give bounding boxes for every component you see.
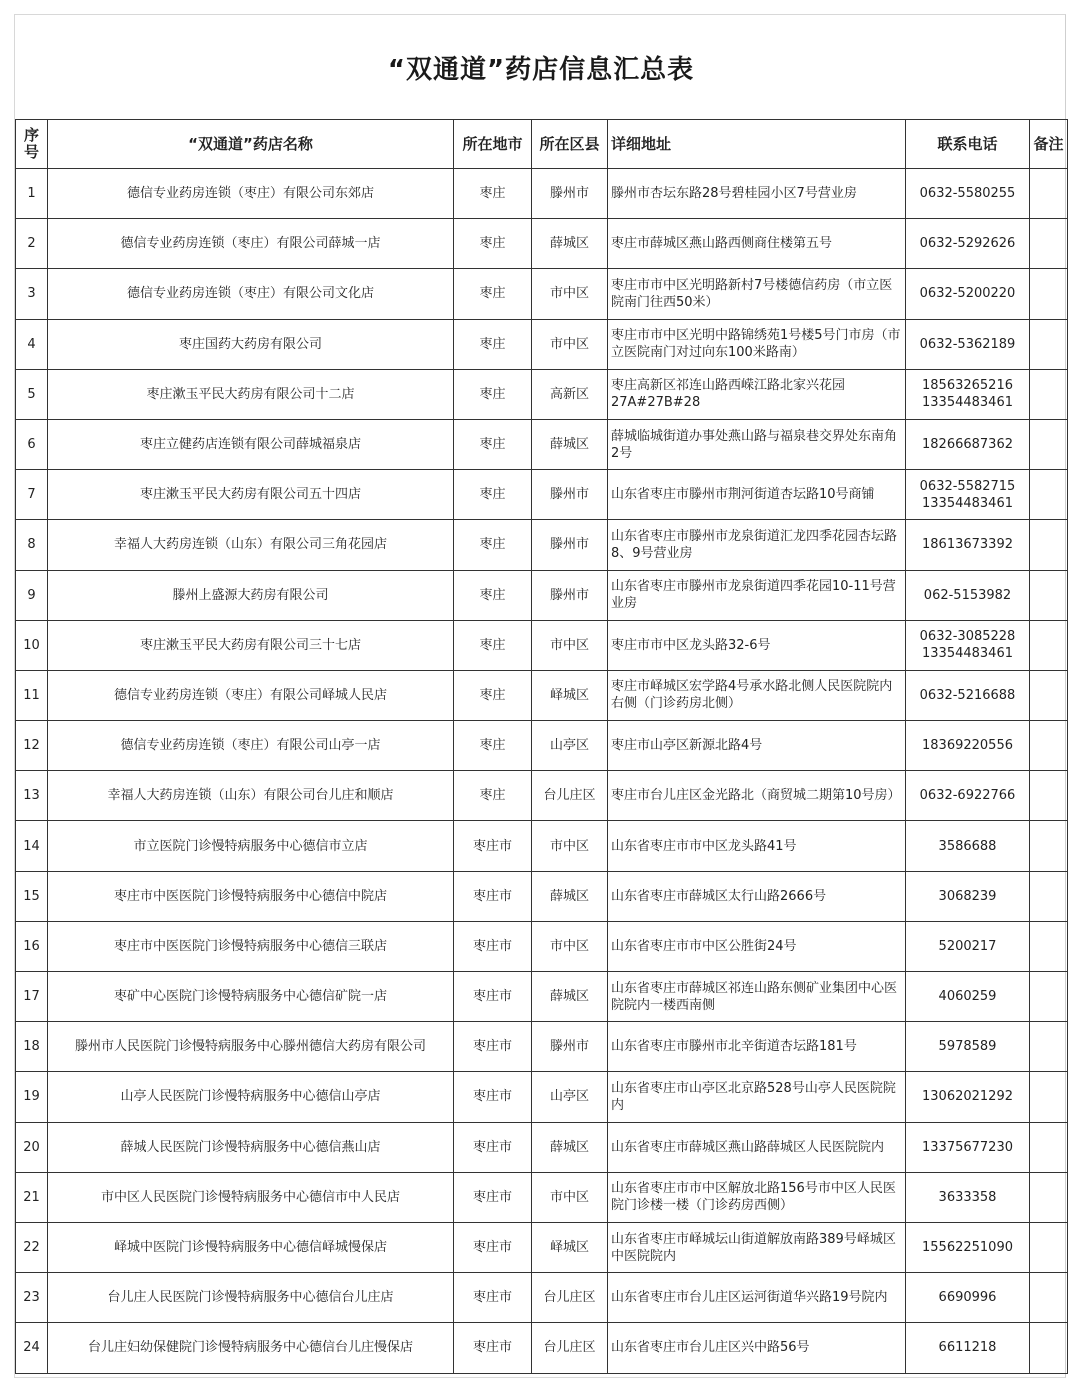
cell-address: 山东省枣庄市市中区公胜街24号 xyxy=(608,921,906,971)
cell-address: 山东省枣庄市薛城区燕山路薛城区人民医院院内 xyxy=(608,1122,906,1172)
cell-remark xyxy=(1030,1022,1068,1072)
cell-address: 山东省枣庄市薛城区祁连山路东侧矿业集团中心医院院内一楼西南侧 xyxy=(608,972,906,1022)
cell-remark xyxy=(1030,520,1068,570)
cell-address: 枣庄市薛城区燕山路西侧商住楼第五号 xyxy=(608,219,906,269)
table-row xyxy=(16,369,1068,419)
table-row xyxy=(16,470,1068,520)
cell-pharmacy-name: 滕州上盛源大药房有限公司 xyxy=(48,570,454,620)
cell-district: 市中区 xyxy=(532,319,608,369)
cell-phone xyxy=(906,470,1030,520)
cell-seq: 13 xyxy=(16,771,48,821)
cell-address: 山东省枣庄市滕州市龙泉街道四季花园10-11号营业房 xyxy=(608,570,906,620)
cell-address: 山东省枣庄市市中区解放北路156号市中区人民医院门诊楼一楼（门诊药房西侧） xyxy=(608,1172,906,1222)
cell-district: 峄城区 xyxy=(532,1222,608,1272)
table-body xyxy=(16,169,1068,1374)
cell-seq: 18 xyxy=(16,1022,48,1072)
phone-number-secondary: 13354483461 xyxy=(922,395,1013,411)
cell-seq: 24 xyxy=(16,1323,48,1373)
cell-city: 枣庄市 xyxy=(454,1172,532,1222)
cell-city: 枣庄 xyxy=(454,771,532,821)
cell-remark xyxy=(1030,771,1068,821)
cell-city: 枣庄 xyxy=(454,169,532,219)
cell-city: 枣庄 xyxy=(454,470,532,520)
phone-number: 0632-5580255 xyxy=(919,186,1016,202)
cell-seq: 6 xyxy=(16,419,48,469)
phone-number: 0632-3085228 xyxy=(919,629,1016,645)
cell-city: 枣庄市 xyxy=(454,821,532,871)
table-row xyxy=(16,972,1068,1022)
cell-remark xyxy=(1030,972,1068,1022)
phone-number: 5978589 xyxy=(938,1039,997,1055)
cell-pharmacy-name: 德信专业药房连锁（枣庄）有限公司山亭一店 xyxy=(48,721,454,771)
table-row xyxy=(16,1323,1068,1373)
cell-district: 市中区 xyxy=(532,269,608,319)
document-sheet xyxy=(14,14,1066,1378)
cell-pharmacy-name: 山亭人民医院门诊慢特病服务中心德信山亭店 xyxy=(48,1072,454,1122)
cell-phone xyxy=(906,1273,1030,1323)
cell-phone xyxy=(906,1172,1030,1222)
cell-district: 薛城区 xyxy=(532,219,608,269)
cell-pharmacy-name: 市中区人民医院门诊慢特病服务中心德信市中人民店 xyxy=(48,1172,454,1222)
cell-district: 市中区 xyxy=(532,821,608,871)
cell-district: 薛城区 xyxy=(532,1122,608,1172)
header-remark: 备注 xyxy=(1030,120,1068,169)
cell-district: 市中区 xyxy=(532,620,608,670)
header-address: 详细地址 xyxy=(608,120,906,169)
cell-seq: 3 xyxy=(16,269,48,319)
phone-number: 4060259 xyxy=(938,989,997,1005)
cell-address: 枣庄高新区祁连山路西嵘江路北家兴花园27A#27B#28 xyxy=(608,369,906,419)
table-row xyxy=(16,269,1068,319)
cell-seq: 11 xyxy=(16,670,48,720)
cell-remark xyxy=(1030,319,1068,369)
table-row xyxy=(16,1072,1068,1122)
phone-number: 18563265216 xyxy=(922,378,1013,394)
cell-seq: 4 xyxy=(16,319,48,369)
phone-number: 3586688 xyxy=(938,838,997,854)
table-row xyxy=(16,319,1068,369)
phone-number: 0632-5292626 xyxy=(919,236,1016,252)
cell-city: 枣庄市 xyxy=(454,1323,532,1373)
cell-remark xyxy=(1030,620,1068,670)
cell-city: 枣庄市 xyxy=(454,1222,532,1272)
cell-address: 山东省枣庄市滕州市北辛街道杏坛路181号 xyxy=(608,1022,906,1072)
cell-address: 山东省枣庄市峄城坛山街道解放南路389号峄城区中医院院内 xyxy=(608,1222,906,1272)
phone-number: 13062021292 xyxy=(922,1089,1013,1105)
cell-remark xyxy=(1030,1222,1068,1272)
cell-phone xyxy=(906,771,1030,821)
cell-phone xyxy=(906,1072,1030,1122)
table-row xyxy=(16,670,1068,720)
cell-phone xyxy=(906,570,1030,620)
cell-city: 枣庄市 xyxy=(454,972,532,1022)
phone-number: 18266687362 xyxy=(922,437,1013,453)
cell-seq: 10 xyxy=(16,620,48,670)
cell-district: 市中区 xyxy=(532,921,608,971)
phone-number: 18613673392 xyxy=(922,537,1013,553)
cell-address: 枣庄市台儿庄区金光路北（商贸城二期第10号房） xyxy=(608,771,906,821)
cell-pharmacy-name: 峄城中医院门诊慢特病服务中心德信峄城慢保店 xyxy=(48,1222,454,1272)
phone-number: 3068239 xyxy=(938,888,997,904)
header-district: 所在区县 xyxy=(532,120,608,169)
table-row xyxy=(16,169,1068,219)
phone-number: 15562251090 xyxy=(922,1240,1013,1256)
cell-remark xyxy=(1030,1072,1068,1122)
cell-seq: 5 xyxy=(16,369,48,419)
cell-seq: 23 xyxy=(16,1273,48,1323)
phone-number: 0632-6922766 xyxy=(919,788,1016,804)
cell-district: 高新区 xyxy=(532,369,608,419)
cell-seq: 15 xyxy=(16,871,48,921)
cell-address: 枣庄市市中区光明中路锦绣苑1号楼5号门市房（市立医院南门对过向东100米路南） xyxy=(608,319,906,369)
cell-seq: 8 xyxy=(16,520,48,570)
cell-remark xyxy=(1030,570,1068,620)
cell-pharmacy-name: 德信专业药房连锁（枣庄）有限公司文化店 xyxy=(48,269,454,319)
cell-pharmacy-name: 滕州市人民医院门诊慢特病服务中心滕州德信大药房有限公司 xyxy=(48,1022,454,1072)
cell-city: 枣庄市 xyxy=(454,1022,532,1072)
cell-address: 枣庄市山亭区新源北路4号 xyxy=(608,721,906,771)
cell-phone xyxy=(906,419,1030,469)
phone-number: 0632-5582715 xyxy=(919,478,1016,494)
cell-city: 枣庄市 xyxy=(454,871,532,921)
cell-city: 枣庄 xyxy=(454,219,532,269)
cell-remark xyxy=(1030,369,1068,419)
cell-district: 薛城区 xyxy=(532,871,608,921)
cell-address: 薛城临城街道办事处燕山路与福泉巷交界处东南角2号 xyxy=(608,419,906,469)
cell-remark xyxy=(1030,470,1068,520)
header-name: “双通道”药店名称 xyxy=(48,120,454,169)
cell-district: 薛城区 xyxy=(532,419,608,469)
cell-pharmacy-name: 市立医院门诊慢特病服务中心德信市立店 xyxy=(48,821,454,871)
cell-city: 枣庄 xyxy=(454,670,532,720)
cell-seq: 21 xyxy=(16,1172,48,1222)
cell-remark xyxy=(1030,921,1068,971)
cell-district: 薛城区 xyxy=(532,972,608,1022)
page-title: “双通道”药店信息汇总表 xyxy=(387,54,695,85)
table-row xyxy=(16,520,1068,570)
cell-address: 山东省枣庄市台儿庄区兴中路56号 xyxy=(608,1323,906,1373)
phone-number: 0632-5216688 xyxy=(919,687,1016,703)
table-row xyxy=(16,1122,1068,1172)
cell-phone xyxy=(906,821,1030,871)
cell-remark xyxy=(1030,169,1068,219)
cell-remark xyxy=(1030,670,1068,720)
cell-address: 山东省枣庄市山亭区北京路528号山亭人民医院院内 xyxy=(608,1072,906,1122)
cell-remark xyxy=(1030,419,1068,469)
cell-city: 枣庄市 xyxy=(454,1072,532,1122)
cell-seq: 14 xyxy=(16,821,48,871)
table-row xyxy=(16,721,1068,771)
cell-city: 枣庄 xyxy=(454,419,532,469)
phone-number: 062-5153982 xyxy=(923,587,1012,603)
cell-seq: 19 xyxy=(16,1072,48,1122)
cell-phone xyxy=(906,620,1030,670)
cell-phone xyxy=(906,972,1030,1022)
cell-pharmacy-name: 薛城人民医院门诊慢特病服务中心德信燕山店 xyxy=(48,1122,454,1172)
cell-phone xyxy=(906,921,1030,971)
header-seq: 序号 xyxy=(16,120,48,169)
cell-remark xyxy=(1030,721,1068,771)
cell-remark xyxy=(1030,871,1068,921)
cell-pharmacy-name: 幸福人大药房连锁（山东）有限公司台儿庄和顺店 xyxy=(48,771,454,821)
table-row xyxy=(16,771,1068,821)
cell-address: 山东省枣庄市薛城区太行山路2666号 xyxy=(608,871,906,921)
cell-pharmacy-name: 台儿庄人民医院门诊慢特病服务中心德信台儿庄店 xyxy=(48,1273,454,1323)
cell-district: 滕州市 xyxy=(532,1022,608,1072)
cell-city: 枣庄市 xyxy=(454,1122,532,1172)
cell-district: 市中区 xyxy=(532,1172,608,1222)
phone-number: 0632-5362189 xyxy=(919,336,1016,352)
cell-pharmacy-name: 枣庄国药大药房有限公司 xyxy=(48,319,454,369)
table-row xyxy=(16,570,1068,620)
cell-remark xyxy=(1030,219,1068,269)
cell-seq: 16 xyxy=(16,921,48,971)
table-row xyxy=(16,620,1068,670)
cell-pharmacy-name: 枣矿中心医院门诊慢特病服务中心德信矿院一店 xyxy=(48,972,454,1022)
table-row xyxy=(16,1022,1068,1072)
phone-number-secondary: 13354483461 xyxy=(922,495,1013,511)
phone-number: 3633358 xyxy=(938,1189,997,1205)
cell-pharmacy-name: 枣庄市中医医院门诊慢特病服务中心德信中院店 xyxy=(48,871,454,921)
pharmacy-table xyxy=(15,119,1068,1374)
cell-phone xyxy=(906,871,1030,921)
cell-phone xyxy=(906,1022,1030,1072)
cell-district: 滕州市 xyxy=(532,470,608,520)
cell-address: 滕州市杏坛东路28号碧桂园小区7号营业房 xyxy=(608,169,906,219)
cell-pharmacy-name: 德信专业药房连锁（枣庄）有限公司东郊店 xyxy=(48,169,454,219)
header-phone: 联系电话 xyxy=(906,120,1030,169)
cell-city: 枣庄 xyxy=(454,620,532,670)
cell-address: 山东省枣庄市滕州市龙泉街道汇龙四季花园杏坛路8、9号营业房 xyxy=(608,520,906,570)
cell-pharmacy-name: 枣庄漱玉平民大药房有限公司三十七店 xyxy=(48,620,454,670)
cell-city: 枣庄 xyxy=(454,570,532,620)
cell-pharmacy-name: 台儿庄妇幼保健院门诊慢特病服务中心德信台儿庄慢保店 xyxy=(48,1323,454,1373)
cell-pharmacy-name: 德信专业药房连锁（枣庄）有限公司峄城人民店 xyxy=(48,670,454,720)
cell-phone xyxy=(906,169,1030,219)
cell-remark xyxy=(1030,1323,1068,1373)
cell-seq: 9 xyxy=(16,570,48,620)
table-row xyxy=(16,1222,1068,1272)
phone-number-secondary: 13354483461 xyxy=(922,646,1013,662)
cell-seq: 2 xyxy=(16,219,48,269)
cell-address: 枣庄市市中区龙头路32-6号 xyxy=(608,620,906,670)
cell-district: 滕州市 xyxy=(532,520,608,570)
cell-seq: 1 xyxy=(16,169,48,219)
cell-seq: 12 xyxy=(16,721,48,771)
cell-city: 枣庄 xyxy=(454,721,532,771)
cell-seq: 22 xyxy=(16,1222,48,1272)
cell-phone xyxy=(906,369,1030,419)
cell-city: 枣庄 xyxy=(454,369,532,419)
table-row xyxy=(16,1273,1068,1323)
cell-phone xyxy=(906,670,1030,720)
cell-city: 枣庄 xyxy=(454,520,532,570)
cell-district: 滕州市 xyxy=(532,570,608,620)
cell-phone xyxy=(906,219,1030,269)
cell-pharmacy-name: 枣庄漱玉平民大药房有限公司十二店 xyxy=(48,369,454,419)
cell-pharmacy-name: 德信专业药房连锁（枣庄）有限公司薛城一店 xyxy=(48,219,454,269)
cell-district: 台儿庄区 xyxy=(532,771,608,821)
cell-pharmacy-name: 枣庄立健药店连锁有限公司薛城福泉店 xyxy=(48,419,454,469)
table-row xyxy=(16,419,1068,469)
cell-address: 山东省枣庄市台儿庄区运河街道华兴路19号院内 xyxy=(608,1273,906,1323)
phone-number: 0632-5200220 xyxy=(919,286,1016,302)
cell-remark xyxy=(1030,1172,1068,1222)
cell-phone xyxy=(906,520,1030,570)
cell-remark xyxy=(1030,269,1068,319)
cell-district: 峄城区 xyxy=(532,670,608,720)
cell-remark xyxy=(1030,1273,1068,1323)
cell-phone xyxy=(906,1122,1030,1172)
cell-city: 枣庄市 xyxy=(454,1273,532,1323)
cell-district: 台儿庄区 xyxy=(532,1273,608,1323)
cell-seq: 7 xyxy=(16,470,48,520)
table-row xyxy=(16,219,1068,269)
cell-district: 山亭区 xyxy=(532,721,608,771)
cell-city: 枣庄市 xyxy=(454,921,532,971)
cell-district: 滕州市 xyxy=(532,169,608,219)
phone-number: 6690996 xyxy=(938,1290,997,1306)
phone-number: 6611218 xyxy=(938,1340,997,1356)
cell-address: 山东省枣庄市滕州市荆河街道杏坛路10号商铺 xyxy=(608,470,906,520)
cell-phone xyxy=(906,269,1030,319)
cell-phone xyxy=(906,319,1030,369)
cell-pharmacy-name: 幸福人大药房连锁（山东）有限公司三角花园店 xyxy=(48,520,454,570)
cell-seq: 20 xyxy=(16,1122,48,1172)
cell-phone xyxy=(906,721,1030,771)
table-row xyxy=(16,921,1068,971)
table-row xyxy=(16,821,1068,871)
cell-phone xyxy=(906,1222,1030,1272)
cell-city: 枣庄 xyxy=(454,319,532,369)
cell-remark xyxy=(1030,821,1068,871)
cell-district: 台儿庄区 xyxy=(532,1323,608,1373)
cell-address: 山东省枣庄市市中区龙头路41号 xyxy=(608,821,906,871)
table-row xyxy=(16,1172,1068,1222)
cell-seq: 17 xyxy=(16,972,48,1022)
phone-number: 5200217 xyxy=(938,938,997,954)
table-row xyxy=(16,871,1068,921)
cell-pharmacy-name: 枣庄漱玉平民大药房有限公司五十四店 xyxy=(48,470,454,520)
cell-city: 枣庄 xyxy=(454,269,532,319)
phone-number: 18369220556 xyxy=(922,738,1013,754)
cell-address: 枣庄市市中区光明路新村7号楼德信药房（市立医院南门往西50米） xyxy=(608,269,906,319)
phone-number: 13375677230 xyxy=(922,1139,1013,1155)
cell-phone xyxy=(906,1323,1030,1373)
header-city: 所在地市 xyxy=(454,120,532,169)
cell-address: 枣庄市峄城区宏学路4号承水路北侧人民医院院内右侧（门诊药房北侧） xyxy=(608,670,906,720)
cell-remark xyxy=(1030,1122,1068,1172)
table-header xyxy=(16,120,1068,169)
cell-district: 山亭区 xyxy=(532,1072,608,1122)
cell-pharmacy-name: 枣庄市中医医院门诊慢特病服务中心德信三联店 xyxy=(48,921,454,971)
